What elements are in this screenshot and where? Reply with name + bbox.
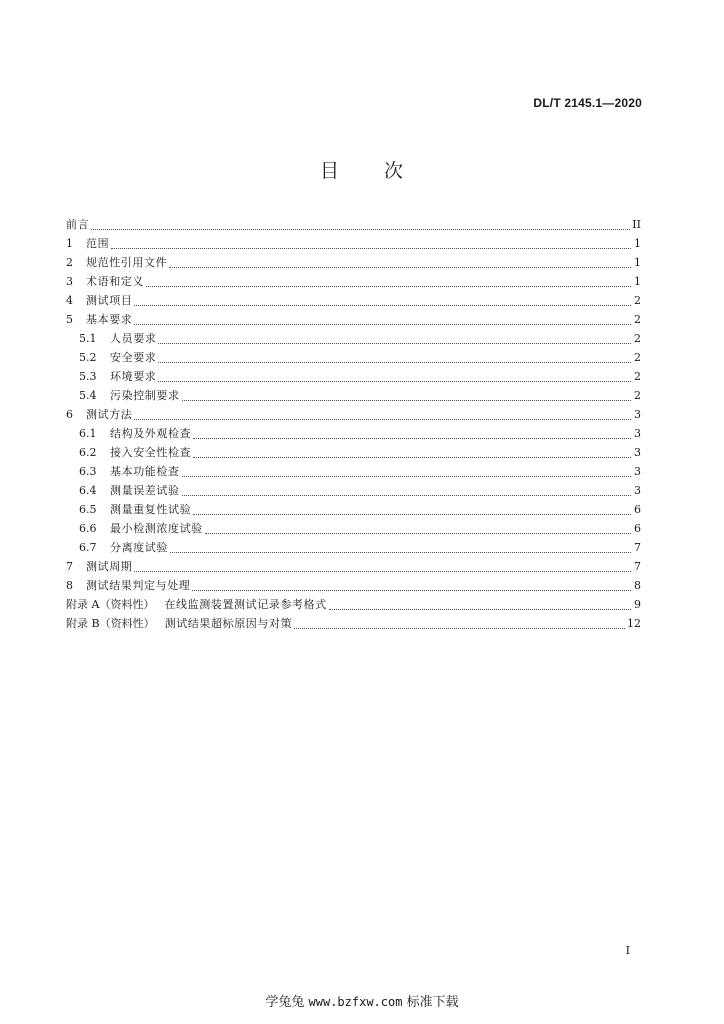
toc-entry-title: 范围 (86, 237, 110, 250)
toc-leader-dots (169, 266, 631, 268)
toc-entry-page: 2 (634, 351, 641, 364)
toc-entry[interactable] (66, 500, 641, 519)
toc-entry-title: 污染控制要求 (110, 389, 180, 402)
toc-entry[interactable] (66, 367, 641, 386)
title-part-2: 次 (384, 160, 405, 182)
toc-entry-page: 3 (634, 408, 641, 421)
toc-entry-number: 5.4 (79, 389, 97, 402)
toc-entry-page: 7 (634, 541, 641, 554)
page-number: I (625, 944, 630, 957)
toc-leader-dots (146, 285, 631, 287)
toc-entry-title: 结构及外观检查 (110, 427, 192, 440)
table-of-contents (66, 215, 641, 633)
toc-leader-dots (192, 589, 631, 591)
toc-entry[interactable] (66, 310, 641, 329)
toc-entry[interactable] (66, 234, 641, 253)
toc-entry-page: 3 (634, 465, 641, 478)
page-title (0, 156, 724, 183)
toc-entry-page: 3 (634, 446, 641, 459)
toc-entry-number: 6 (66, 408, 73, 421)
toc-leader-dots (158, 361, 631, 363)
toc-entry[interactable] (66, 272, 641, 291)
toc-leader-dots (158, 380, 631, 382)
toc-entry[interactable] (66, 424, 641, 443)
toc-entry[interactable] (66, 538, 641, 557)
toc-entry-title: 基本功能检查 (110, 465, 180, 478)
toc-entry-number: 3 (66, 275, 73, 288)
footer (0, 991, 724, 1010)
toc-entry-title: 在线监测装置测试记录参考格式 (164, 598, 327, 611)
toc-entry-title: 分离度试验 (110, 541, 168, 554)
toc-entry-page: 7 (634, 560, 641, 573)
toc-entry-number: 6.4 (79, 484, 97, 497)
toc-entry-number: 7 (66, 560, 73, 573)
toc-entry-title: 最小检测浓度试验 (110, 522, 203, 535)
toc-entry-title: 基本要求 (86, 313, 133, 326)
toc-entry[interactable] (66, 253, 641, 272)
toc-entry-title: 规范性引用文件 (86, 256, 168, 269)
toc-entry-title: 测试项目 (86, 294, 133, 307)
toc-leader-dots (134, 304, 631, 306)
toc-entry-title: 测量误差试验 (110, 484, 180, 497)
toc-entry-page: 6 (634, 522, 641, 535)
footer-url[interactable]: www.bzfxw.com (308, 995, 403, 1009)
toc-entry-page: II (632, 218, 641, 231)
toc-entry[interactable] (66, 348, 641, 367)
toc-leader-dots (111, 247, 631, 249)
toc-entry-title: 测试结果判定与处理 (86, 579, 191, 592)
toc-entry[interactable] (66, 614, 641, 633)
toc-leader-dots (134, 323, 631, 325)
toc-entry-number: 6.2 (79, 446, 97, 459)
footer-prefix: 学兔兔 (265, 995, 305, 1010)
toc-entry-number: 4 (66, 294, 73, 307)
toc-entry-number: 附录 A（资料性） (66, 598, 155, 611)
toc-entry-number: 附录 B（资料性） (66, 617, 155, 630)
toc-entry-title: 接入安全性检查 (110, 446, 192, 459)
toc-entry-page: 1 (634, 256, 641, 269)
toc-entry-number: 6.1 (79, 427, 97, 440)
toc-entry-number: 2 (66, 256, 73, 269)
toc-entry-title: 测试结果超标原因与对策 (164, 617, 293, 630)
toc-leader-dots (294, 627, 625, 629)
toc-entry-number: 5.1 (79, 332, 97, 345)
toc-entry[interactable] (66, 519, 641, 538)
toc-leader-dots (329, 608, 631, 610)
toc-leader-dots (170, 551, 631, 553)
doc-code: DL/T 2145.1—2020 (533, 96, 642, 110)
toc-entry[interactable] (66, 329, 641, 348)
toc-leader-dots (193, 513, 631, 515)
toc-entry-title: 测量重复性试验 (110, 503, 192, 516)
toc-entry[interactable] (66, 405, 641, 424)
toc-entry-title: 安全要求 (110, 351, 157, 364)
toc-entry[interactable] (66, 443, 641, 462)
toc-entry-page: 1 (634, 237, 641, 250)
toc-entry-title: 环境要求 (110, 370, 157, 383)
toc-entry[interactable] (66, 576, 641, 595)
toc-entry-number: 5 (66, 313, 73, 326)
toc-entry[interactable] (66, 291, 641, 310)
toc-entry[interactable] (66, 557, 641, 576)
toc-entry-title: 人员要求 (110, 332, 157, 345)
toc-leader-dots (91, 228, 630, 230)
toc-entry-number: 5.3 (79, 370, 97, 383)
toc-entry-number: 6.3 (79, 465, 97, 478)
title-part-1: 目 (319, 160, 340, 182)
toc-leader-dots (134, 418, 631, 420)
toc-leader-dots (193, 456, 631, 458)
toc-entry-page: 2 (634, 370, 641, 383)
toc-entry[interactable] (66, 462, 641, 481)
toc-leader-dots (158, 342, 631, 344)
toc-leader-dots (205, 532, 631, 534)
toc-entry-page: 6 (634, 503, 641, 516)
toc-entry-title: 测试周期 (86, 560, 133, 573)
toc-entry-number: 1 (66, 237, 73, 250)
toc-entry-page: 3 (634, 427, 641, 440)
footer-suffix: 标准下载 (406, 995, 459, 1010)
toc-entry-number: 6.7 (79, 541, 97, 554)
toc-entry-page: 12 (627, 617, 641, 630)
toc-entry[interactable] (66, 595, 641, 614)
toc-entry-page: 9 (634, 598, 641, 611)
toc-entry[interactable] (66, 215, 641, 234)
toc-entry[interactable] (66, 481, 641, 500)
toc-entry-number: 6.6 (79, 522, 97, 535)
toc-entry-page: 3 (634, 484, 641, 497)
toc-entry-page: 8 (634, 579, 641, 592)
toc-entry-number: 6.5 (79, 503, 97, 516)
toc-entry-page: 2 (634, 389, 641, 402)
toc-entry-title: 测试方法 (86, 408, 133, 421)
toc-entry[interactable] (66, 386, 641, 405)
toc-leader-dots (182, 399, 631, 401)
toc-entry-title: 前言 (66, 218, 90, 231)
toc-leader-dots (182, 475, 631, 477)
toc-entry-page: 2 (634, 332, 641, 345)
toc-leader-dots (182, 494, 631, 496)
toc-leader-dots (193, 437, 631, 439)
toc-entry-page: 1 (634, 275, 641, 288)
toc-entry-title: 术语和定义 (86, 275, 144, 288)
toc-entry-number: 8 (66, 579, 73, 592)
toc-leader-dots (134, 570, 631, 572)
toc-entry-page: 2 (634, 313, 641, 326)
toc-entry-number: 5.2 (79, 351, 97, 364)
toc-entry-page: 2 (634, 294, 641, 307)
